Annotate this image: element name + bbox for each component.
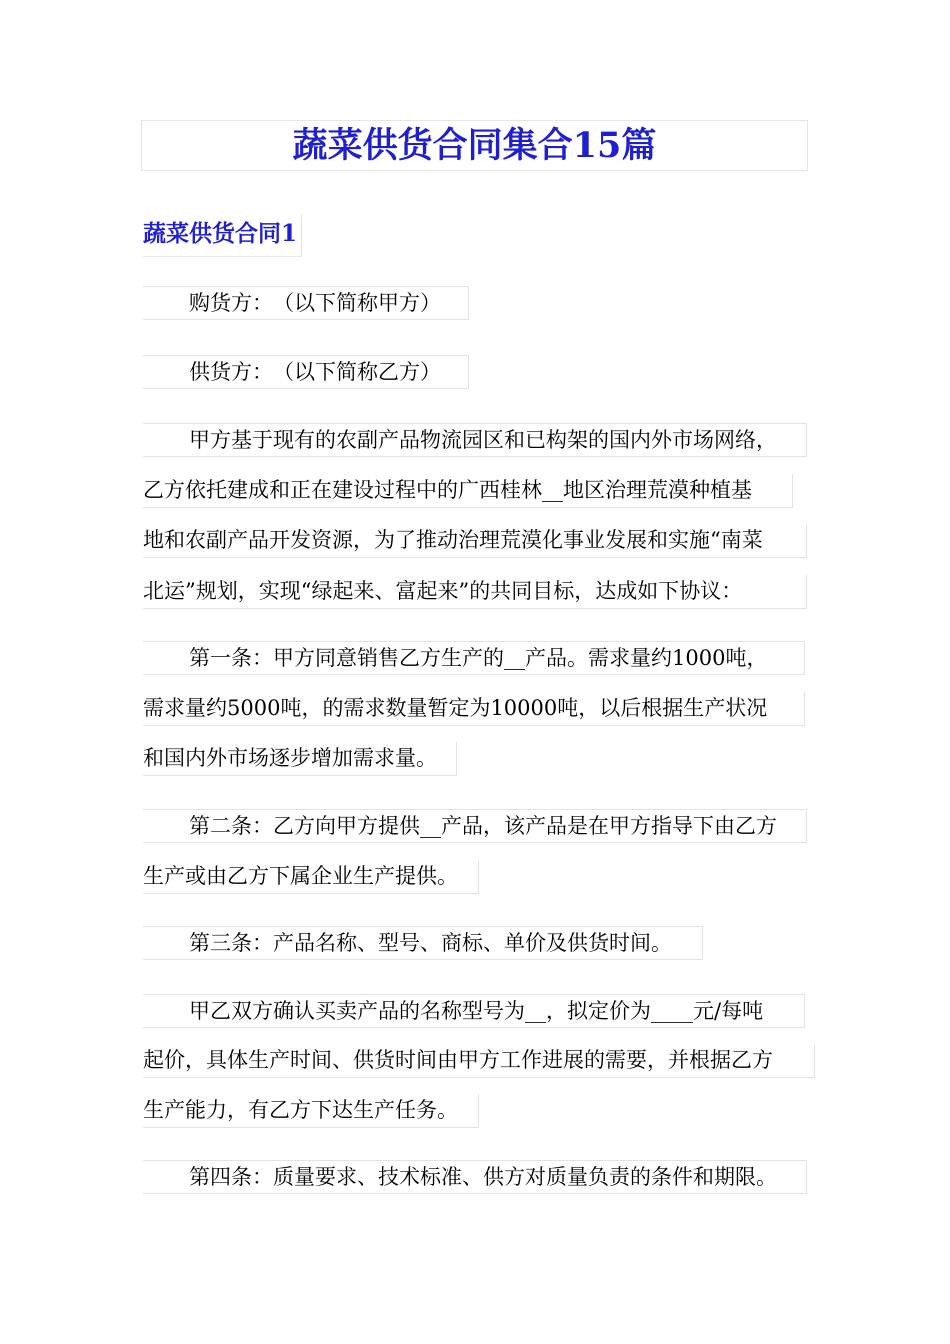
paragraph-line-article4: 第四条：质量要求、技术标准、供方对质量负责的条件和期限。 bbox=[143, 1160, 807, 1194]
document-title: 蔬菜供货合同集合15篇 bbox=[141, 120, 808, 171]
paragraph-line-pricing-1: 甲乙双方确认买卖产品的名称型号为__，拟定价为____元/每吨 bbox=[143, 994, 805, 1028]
paragraph-line-article1-2: 需求量约5000吨，的需求数量暂定为10000吨，以后根据生产状况 bbox=[143, 692, 805, 726]
paragraph-line-article2-2: 生产或由乙方下属企业生产提供。 bbox=[143, 860, 479, 894]
section-heading: 蔬菜供货合同1 bbox=[143, 214, 302, 257]
paragraph-line-preamble-3: 地和农副产品开发资源，为了推动治理荒漠化事业发展和实施“南菜 bbox=[143, 524, 807, 558]
paragraph-line-article1-3: 和国内外市场逐步增加需求量。 bbox=[143, 742, 457, 776]
paragraph-line-preamble-4: 北运”规划，实现“绿起来、富起来”的共同目标，达成如下协议： bbox=[143, 575, 807, 609]
paragraph-line-preamble-1: 甲方基于现有的农副产品物流园区和已构架的国内外市场网络， bbox=[143, 423, 807, 457]
paragraph-line-pricing-3: 生产能力，有乙方下达生产任务。 bbox=[143, 1094, 479, 1128]
paragraph-line-article2-1: 第二条：乙方向甲方提供__产品，该产品是在甲方指导下由乙方 bbox=[143, 809, 807, 843]
paragraph-line-supplier: 供货方： （以下简称乙方） bbox=[143, 355, 469, 389]
paragraph-line-article3: 第三条：产品名称、型号、商标、单价及供货时间。 bbox=[143, 926, 703, 960]
paragraph-line-article1-1: 第一条：甲方同意销售乙方生产的__产品。需求量约1000吨， bbox=[143, 641, 805, 675]
paragraph-line-preamble-2: 乙方依托建成和正在建设过程中的广西桂林__地区治理荒漠种植基 bbox=[143, 474, 793, 508]
paragraph-line-purchaser: 购货方： （以下简称甲方） bbox=[143, 286, 469, 320]
paragraph-line-pricing-2: 起价，具体生产时间、供货时间由甲方工作进展的需要，并根据乙方 bbox=[143, 1044, 815, 1078]
